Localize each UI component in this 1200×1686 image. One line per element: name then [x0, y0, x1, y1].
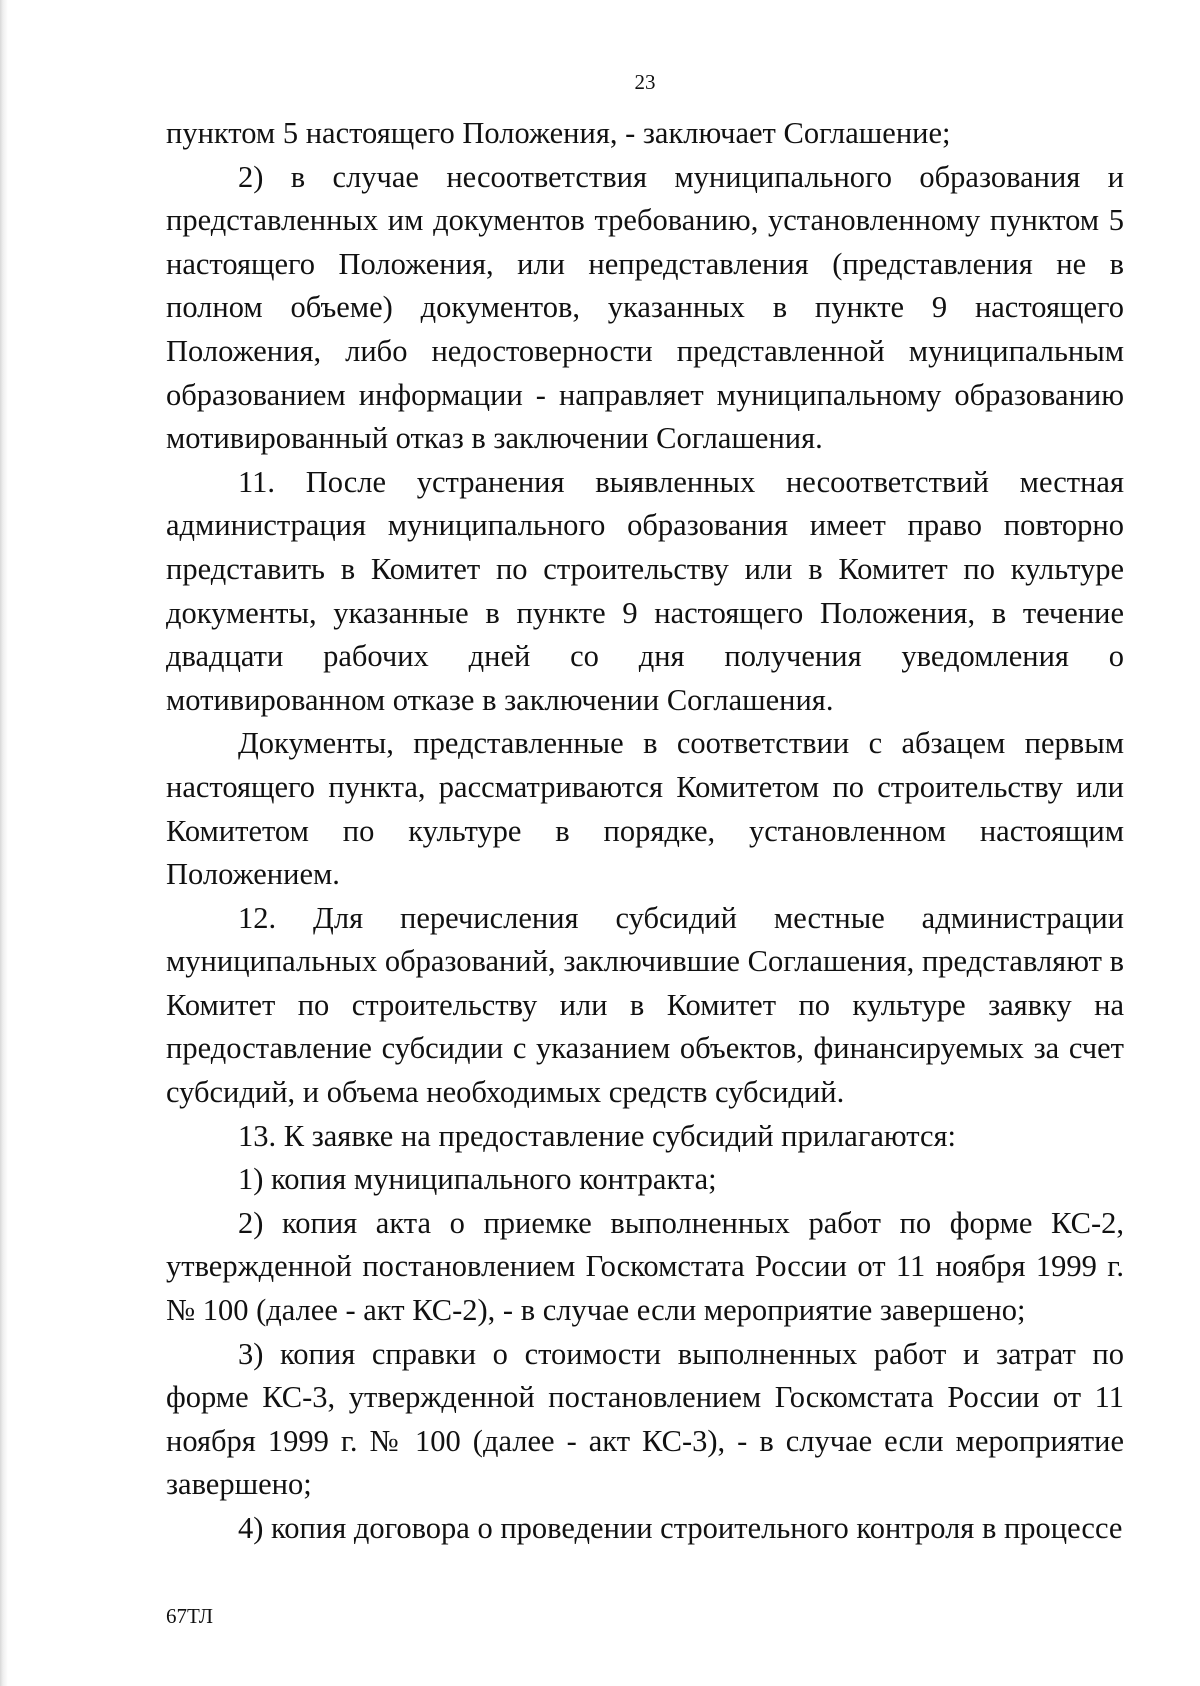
page-number: 23: [634, 70, 656, 94]
scan-left-edge: [0, 0, 8, 1686]
footer-code: 67ТЛ: [166, 1604, 214, 1628]
list-item-3: 3) копия справки о стоимости выполненных работ и затрат по форме КС-3, утвержденной постановлением Госкомстата России от 11 ноября 1999 г. № 100 (далее - акт КС-3), - в случае если мероприятие завершено;: [166, 1336, 1124, 1502]
list-item-2: 2) копия акта о приемке выполненных работ по форме КС-2, утвержденной постановлением Госкомстата России от 11 ноября 1999 г. № 100 (далее - акт КС-2), - в случае если мероприятие завершено;: [166, 1205, 1124, 1328]
paragraph-continuation: пунктом 5 настоящего Положения, - заключает Соглашение;: [166, 116, 951, 150]
paragraph-item-2: 2) в случае несоответствия муниципального образования и представленных им документов требованию, установленному пунктом 5 настоящего Положения, или непредставления (представления не в полном объеме) документов, указанных в пункте 9 настоящего Положения, либо недостоверности представленной муниципальным образованием информации - направляет муниципальному образованию мотивированный отказ в заключении Соглашения.: [166, 159, 1124, 456]
paragraph-clause-11: 11. После устранения выявленных несоответствий местная администрация муниципального образования имеет право повторно представить в Комитет по строительству или в Комитет по культуре документы, указанные в пункте 9 настоящего Положения, в течение двадцати рабочих дней со дня получения уведомления о мотивированном отказе в заключении Соглашения.: [166, 464, 1124, 717]
document-body: [166, 112, 1124, 1551]
paragraph-clause-13: 13. К заявке на предоставление субсидий прилагаются:: [238, 1118, 956, 1153]
list-item-4: 4) копия договора о проведении строительного контроля в процессе: [238, 1511, 1123, 1545]
paragraph-clause-11-documents: Документы, представленные в соответствии с абзацем первым настоящего пункта, рассматриваются Комитетом по строительству или Комитетом по культуре в порядке, установленном настоящим Положением.: [166, 726, 1124, 892]
list-item-1: 1) копия муниципального контракта;: [238, 1162, 717, 1197]
paragraph-clause-12: 12. Для перечисления субсидий местные администрации муниципальных образований, заключившие Соглашения, представляют в Комитет по строительству или в Комитет по культуре заявку на предоставление субсидии с указанием объектов, финансируемых за счет субсидий, и объема необходимых средств субсидий.: [166, 900, 1124, 1110]
